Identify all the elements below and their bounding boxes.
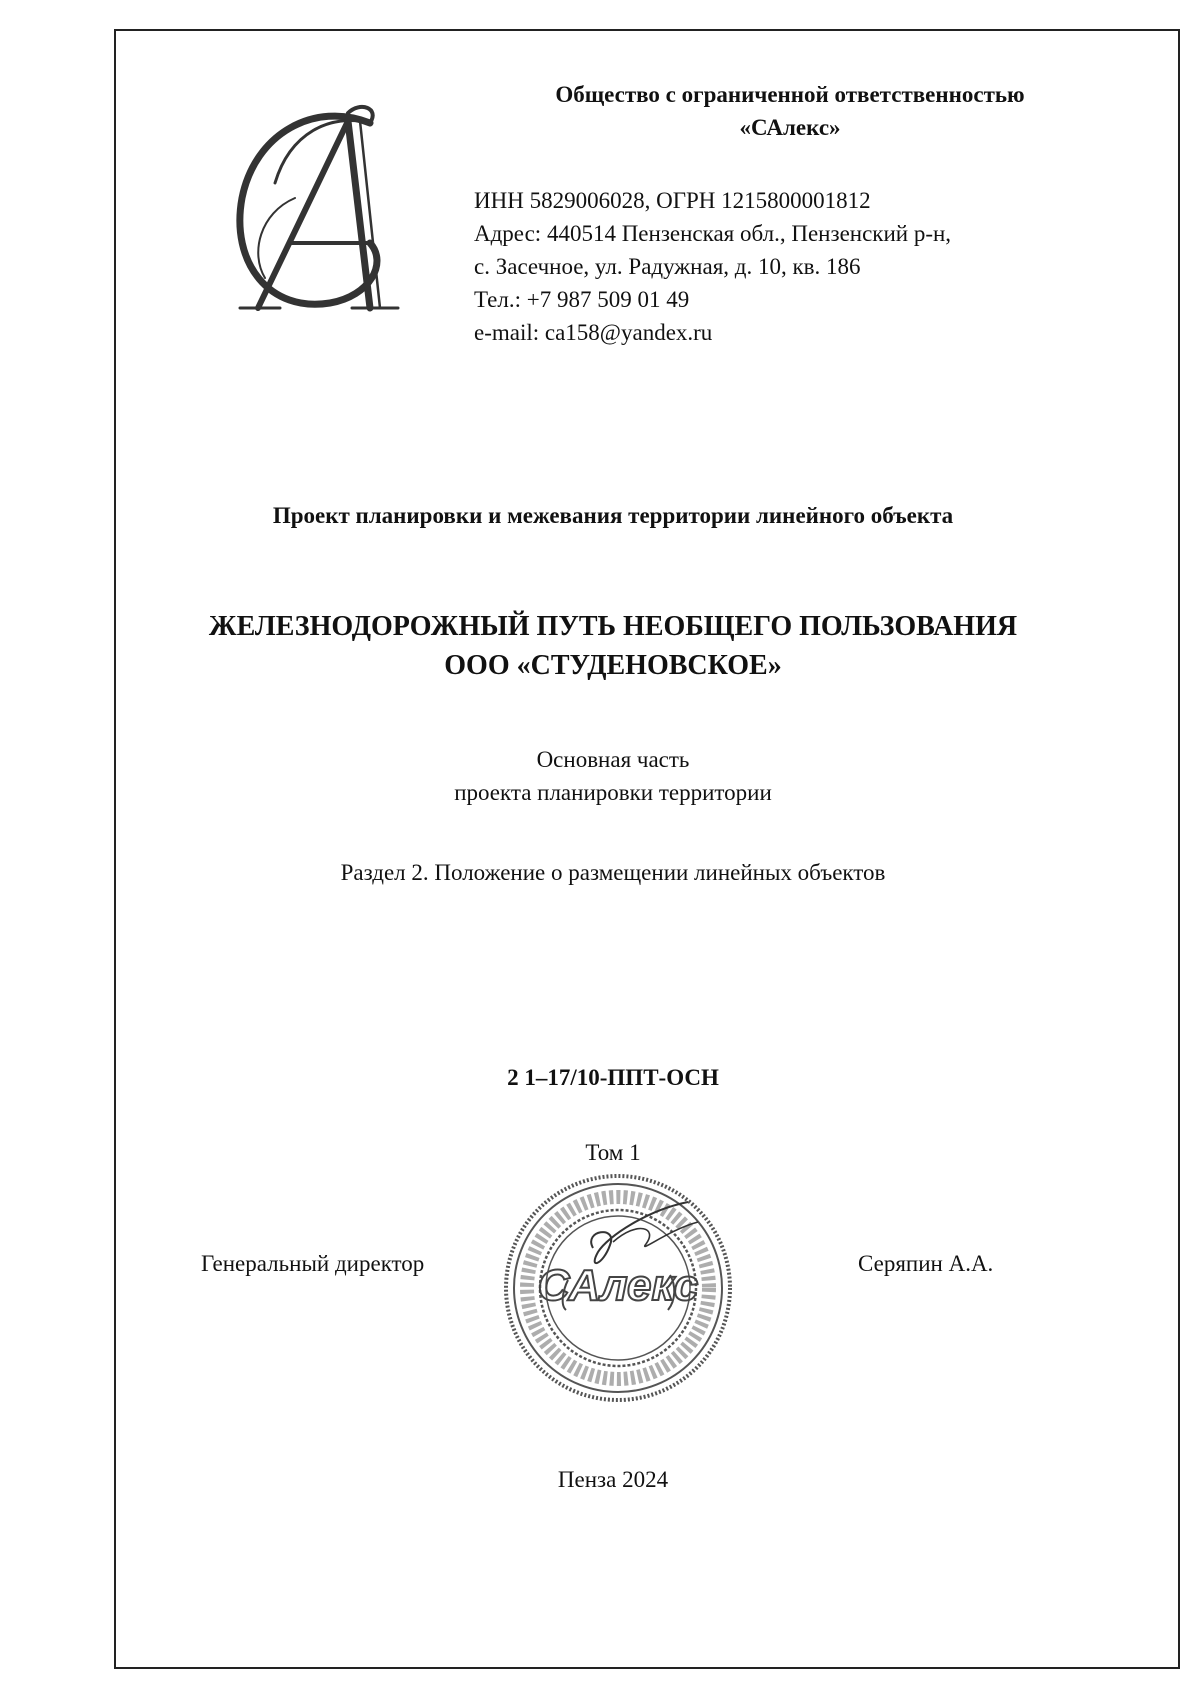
- company-requisites: [474, 184, 951, 349]
- city-year: Пенза 2024: [557, 1467, 669, 1492]
- signer-name: Серяпин А.А.: [858, 1251, 994, 1276]
- requisites-phone: Тел.: +7 987 509 01 49: [474, 287, 690, 312]
- stamp-center-text: САлекс: [537, 1261, 699, 1310]
- company-brand-name: «САлекс»: [739, 115, 841, 140]
- object-title: [0, 607, 1200, 685]
- document-part-line1: Основная часть: [536, 747, 690, 772]
- monogram-sa-logo-icon: [220, 103, 410, 319]
- requisites-email: e-mail: ca158@yandex.ru: [474, 320, 713, 345]
- company-legal-form: Общество с ограниченной ответственностью: [555, 82, 1025, 107]
- signer-position: Генеральный директор: [201, 1251, 425, 1276]
- object-title-line1: ЖЕЛЕЗНОДОРОЖНЫЙ ПУТЬ НЕОБЩЕГО ПОЛЬЗОВАНИЯ: [208, 611, 1018, 642]
- requisites-inn-ogrn: ИНН 5829006028, ОГРН 1215800001812: [474, 188, 871, 213]
- company-name: [440, 78, 1140, 144]
- requisites-address-line2: с. Засечное, ул. Радужная, д. 10, кв. 186: [474, 254, 861, 279]
- volume-number: Том 1: [585, 1140, 641, 1165]
- document-part: [0, 743, 1200, 809]
- document-code: 2 1–17/10-ППТ-ОСН: [507, 1065, 719, 1090]
- company-seal-stamp-icon: [498, 1170, 738, 1406]
- section-title: Раздел 2. Положение о размещении линейных объектов: [340, 860, 886, 885]
- document-part-line2: проекта планировки территории: [454, 780, 772, 805]
- project-type-heading: Проект планировки и межевания территории линейного объекта: [272, 503, 954, 528]
- object-title-line2: ООО «СТУДЕНОВСКОЕ»: [444, 650, 782, 681]
- requisites-address-line1: Адрес: 440514 Пензенская обл., Пензенский р-н,: [474, 221, 952, 246]
